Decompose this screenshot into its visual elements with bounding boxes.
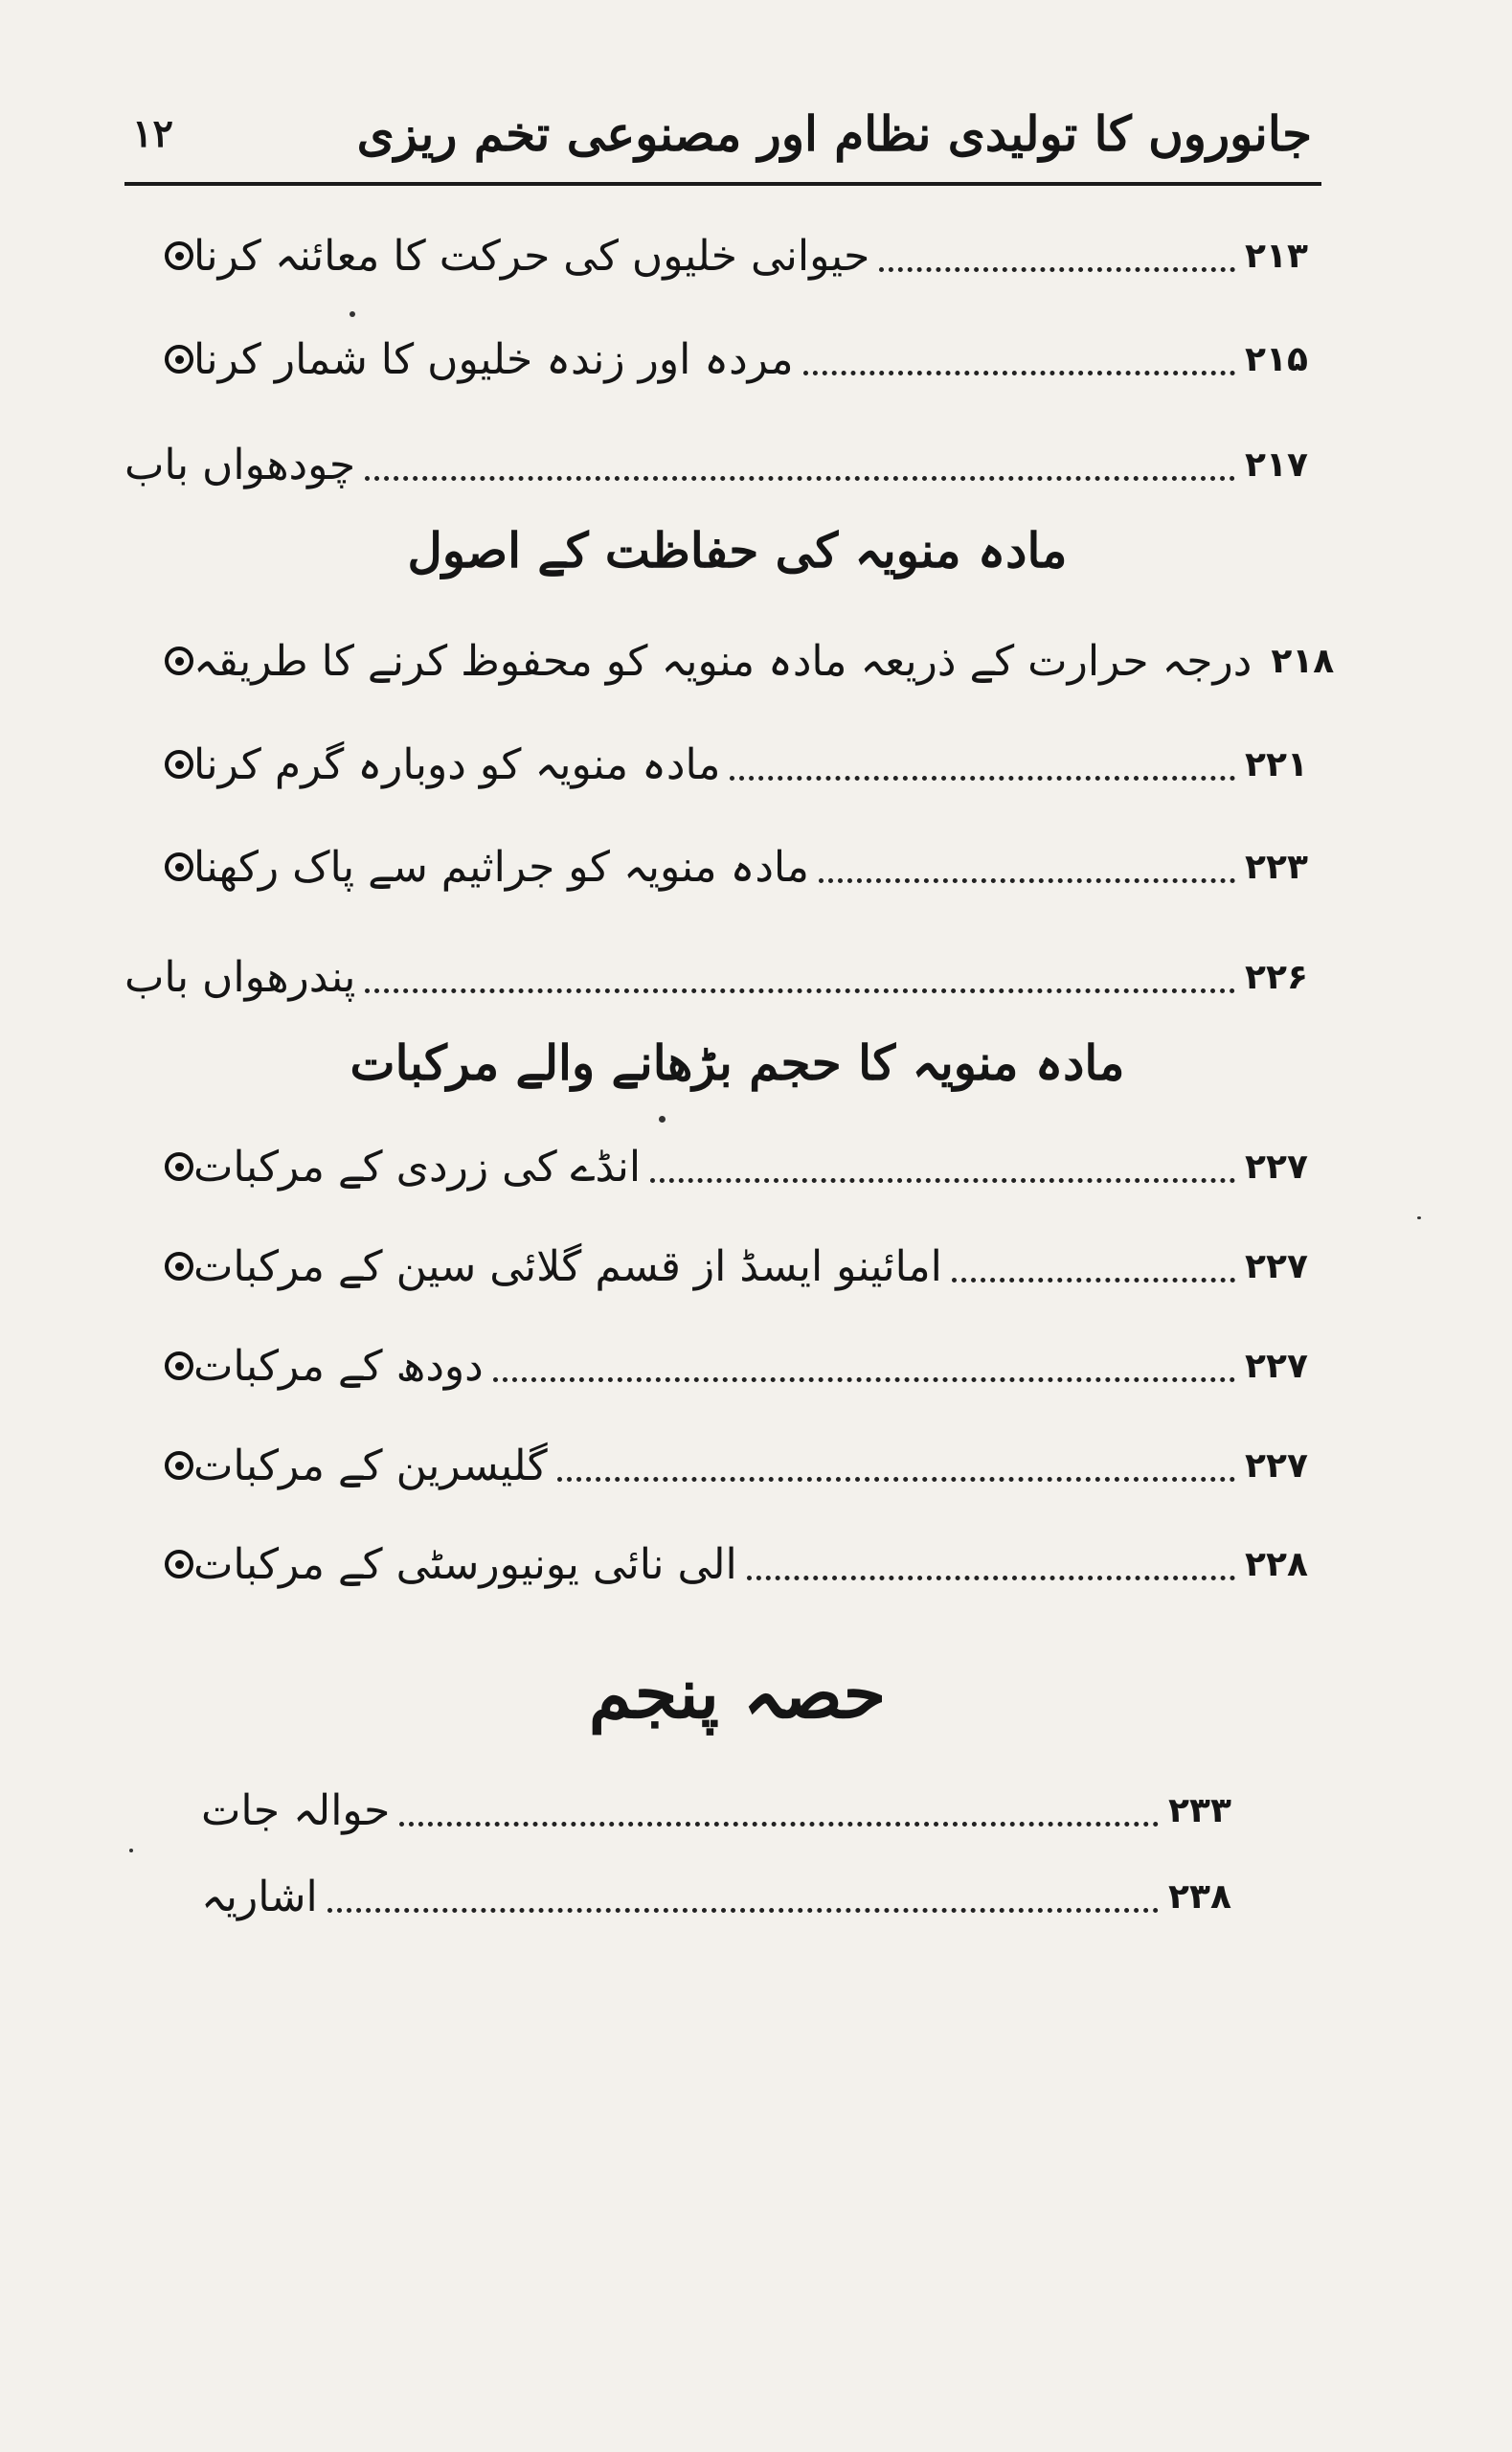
- toc-entry-title: الی نائی یونیورسٹی کے مرکبات: [193, 1539, 737, 1589]
- toc-entry-title: حیوانی خلیوں کی حرکت کا معائنہ کرنا: [193, 231, 870, 281]
- toc-entry-page: ۲۲۷: [1245, 1445, 1308, 1486]
- toc-entry-page: ۲۳۳: [1168, 1790, 1231, 1830]
- toc-entry-page: ۲۲۸: [1245, 1544, 1308, 1584]
- toc-entry-title: انڈے کی زردی کے مرکبات: [193, 1142, 642, 1192]
- bullet-icon: [165, 750, 193, 779]
- chapter-heading: مادہ منویہ کا حجم بڑھانے والے مرکبات: [350, 1034, 1125, 1091]
- toc-entry: [124, 1531, 1350, 1598]
- bullet-icon: [165, 647, 193, 675]
- scan-speck: [350, 311, 355, 317]
- toc-entry-page: ۲۳۸: [1168, 1876, 1231, 1917]
- toc-entry: [124, 326, 1350, 393]
- dot-leader: [747, 1576, 1235, 1580]
- scan-speck: [659, 1116, 666, 1123]
- page-number: ۱۲: [132, 111, 173, 156]
- page-header: [124, 105, 1321, 186]
- dot-leader: [365, 988, 1235, 993]
- toc-entry-page: ۲۱۵: [1245, 339, 1308, 379]
- toc-entry-page: ۲۱۷: [1245, 444, 1308, 485]
- bullet-icon: [165, 345, 193, 374]
- toc-entry-title: گلیسرین کے مرکبات: [193, 1441, 548, 1490]
- toc-entry-page: ۲۲۳: [1245, 847, 1308, 887]
- dot-leader: [365, 476, 1235, 481]
- dot-leader: [952, 1278, 1235, 1283]
- toc-entry-title: چودھواں باب: [124, 440, 356, 489]
- toc-entry-title: اشاریہ: [201, 1872, 318, 1921]
- toc-entry-title: امائینو ایسڈ از قسم گلائی سین کے مرکبات: [193, 1241, 942, 1291]
- dot-leader: [650, 1178, 1235, 1183]
- toc-chapter-entry: [124, 431, 1350, 498]
- toc-entry-title: مادہ منویہ کو دوبارہ گرم کرنا: [193, 739, 721, 789]
- toc-entry: [124, 1133, 1350, 1200]
- bullet-icon: [165, 1351, 193, 1380]
- toc-entry: [124, 1432, 1350, 1499]
- toc-entry-page: ۲۲۷: [1245, 1346, 1308, 1386]
- toc-entry: [201, 1777, 1274, 1844]
- dot-leader: [819, 878, 1235, 883]
- toc-entry-title: دودھ کے مرکبات: [193, 1341, 484, 1391]
- bullet-icon: [165, 852, 193, 881]
- toc-entry: [124, 222, 1350, 289]
- toc-entry-page: ۲۱۳: [1245, 236, 1308, 276]
- toc-chapter-entry: [124, 943, 1350, 1010]
- bullet-icon: [165, 1451, 193, 1480]
- toc-entry-page: ۲۲۷: [1245, 1246, 1308, 1286]
- dot-leader: [803, 371, 1235, 375]
- dot-leader: [879, 267, 1235, 272]
- running-title: جانوروں کا تولیدی نظام اور مصنوعی تخم ریزی: [356, 105, 1312, 162]
- toc-entry-page: ۲۲۱: [1245, 744, 1308, 784]
- bullet-icon: [165, 241, 193, 270]
- toc-entry-title: درجہ حرارت کے ذریعہ مادہ منویہ کو محفوظ کرنے کا طریقہ: [193, 636, 1252, 686]
- scan-speck: [1417, 1216, 1421, 1219]
- dot-leader: [730, 776, 1235, 781]
- toc-entry-title: پندرھواں باب: [124, 952, 356, 1002]
- toc-entry-page: ۲۲۶: [1245, 957, 1308, 997]
- bullet-icon: [165, 1252, 193, 1281]
- toc-entry: [124, 1332, 1350, 1399]
- scan-speck: [129, 1849, 133, 1852]
- toc-entry: [201, 1863, 1274, 1930]
- bullet-icon: [165, 1550, 193, 1578]
- toc-entry-title: مردہ اور زندہ خلیوں کا شمار کرنا: [193, 334, 794, 384]
- toc-entry: [124, 833, 1350, 900]
- dot-leader: [493, 1377, 1235, 1382]
- toc-entry-title: مادہ منویہ کو جراثیم سے پاک رکھنا: [193, 842, 809, 892]
- toc-entry: [124, 627, 1350, 694]
- toc-entry-page: ۲۱۸: [1271, 641, 1335, 681]
- toc-entry: [124, 1233, 1350, 1300]
- dot-leader: [327, 1908, 1159, 1913]
- toc-entry-title: حوالہ جات: [201, 1785, 391, 1835]
- part-heading: حصہ پنجم: [588, 1652, 887, 1734]
- toc-entry: [124, 731, 1350, 798]
- dot-leader: [399, 1822, 1159, 1827]
- toc-entry-page: ۲۲۷: [1245, 1147, 1308, 1187]
- dot-leader: [557, 1477, 1235, 1482]
- chapter-heading: مادہ منویہ کی حفاظت کے اصول: [407, 522, 1068, 579]
- bullet-icon: [165, 1152, 193, 1181]
